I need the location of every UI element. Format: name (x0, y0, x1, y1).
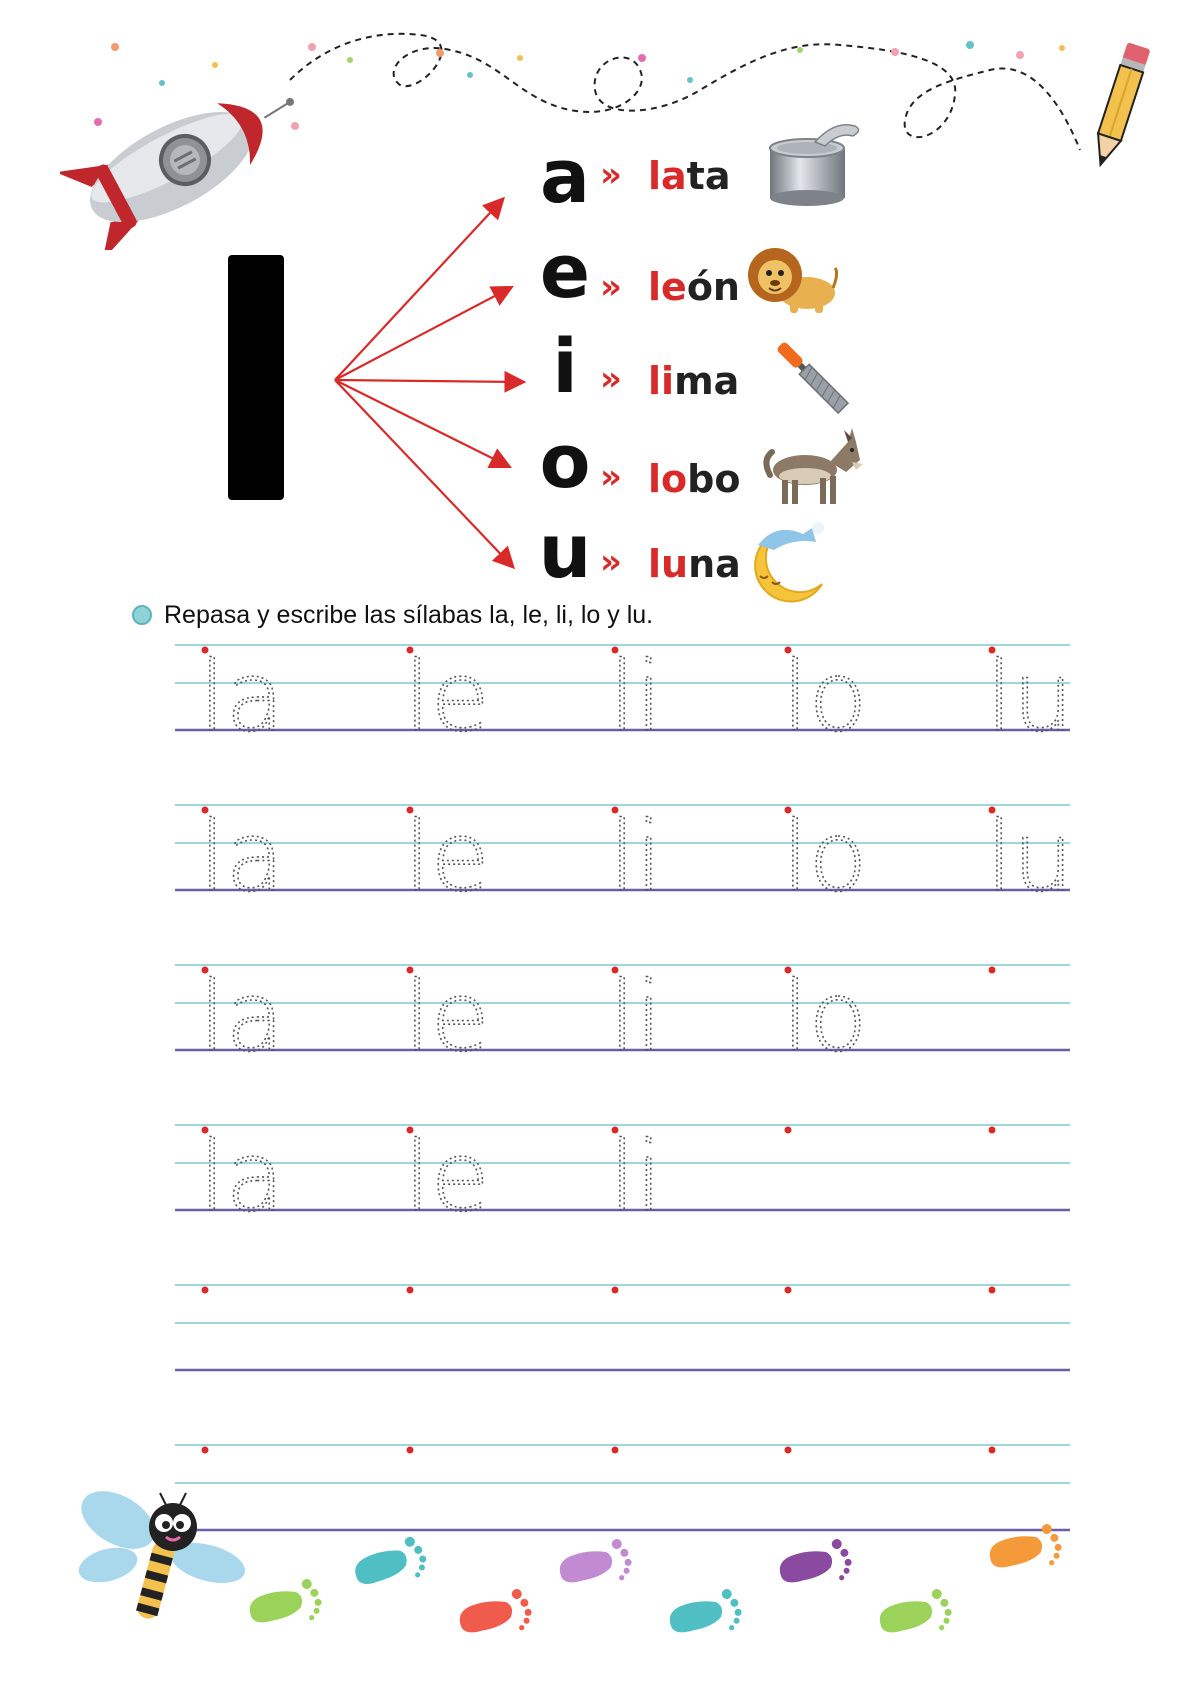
separator: » (600, 359, 622, 399)
traced-syllable: li (609, 961, 663, 1073)
word-rest: ta (686, 154, 731, 198)
separator: » (600, 267, 622, 307)
traced-syllable: li (609, 641, 663, 753)
traced-syllable: li (609, 1121, 663, 1233)
word-prefix: la (648, 154, 687, 198)
word-rest: ón (686, 265, 740, 309)
word-prefix: le (648, 265, 687, 309)
traced-syllable: la (199, 1121, 285, 1233)
footprint-icon (246, 1577, 324, 1631)
word-prefix: lo (648, 457, 688, 501)
traced-syllable: lo (782, 961, 868, 1073)
footprint-icon (876, 1587, 954, 1641)
separator: » (600, 457, 622, 497)
instruction-text: Repasa y escribe las sílabas la, le, li, lo y lu. (164, 600, 654, 629)
word-rest: bo (687, 457, 741, 501)
footprint-icon (456, 1587, 534, 1641)
separator: » (600, 155, 622, 195)
word-prefix: lu (648, 542, 689, 586)
footprint-icon (666, 1587, 744, 1641)
traced-syllable: la (199, 801, 285, 913)
word-rest: ma (674, 359, 740, 403)
vowel-a: a (540, 134, 590, 220)
footprint-icon (350, 1534, 431, 1593)
word-prefix: li (648, 359, 675, 403)
traced-syllable: le (404, 641, 490, 753)
footprint-icon (986, 1522, 1064, 1576)
traced-syllable: lo (782, 801, 868, 913)
traced-syllable: li (609, 801, 663, 913)
vowel-o: o (539, 419, 591, 505)
vowel-u: u (538, 509, 592, 595)
separator: » (600, 542, 622, 582)
footprint-icon (776, 1537, 854, 1591)
vowel-i: i (552, 324, 578, 410)
traced-syllable: la (199, 641, 285, 753)
traced-syllable: le (404, 801, 490, 913)
footprint-icon (556, 1537, 634, 1591)
vowel-e: e (539, 229, 591, 315)
traced-syllable: le (404, 1121, 490, 1233)
word-rest: na (688, 542, 741, 586)
traced-syllable: lu (986, 641, 1074, 753)
traced-syllable: la (199, 961, 285, 1073)
traced-syllable: lo (782, 641, 868, 753)
traced-syllable: le (404, 961, 490, 1073)
traced-syllable: lu (986, 801, 1074, 913)
